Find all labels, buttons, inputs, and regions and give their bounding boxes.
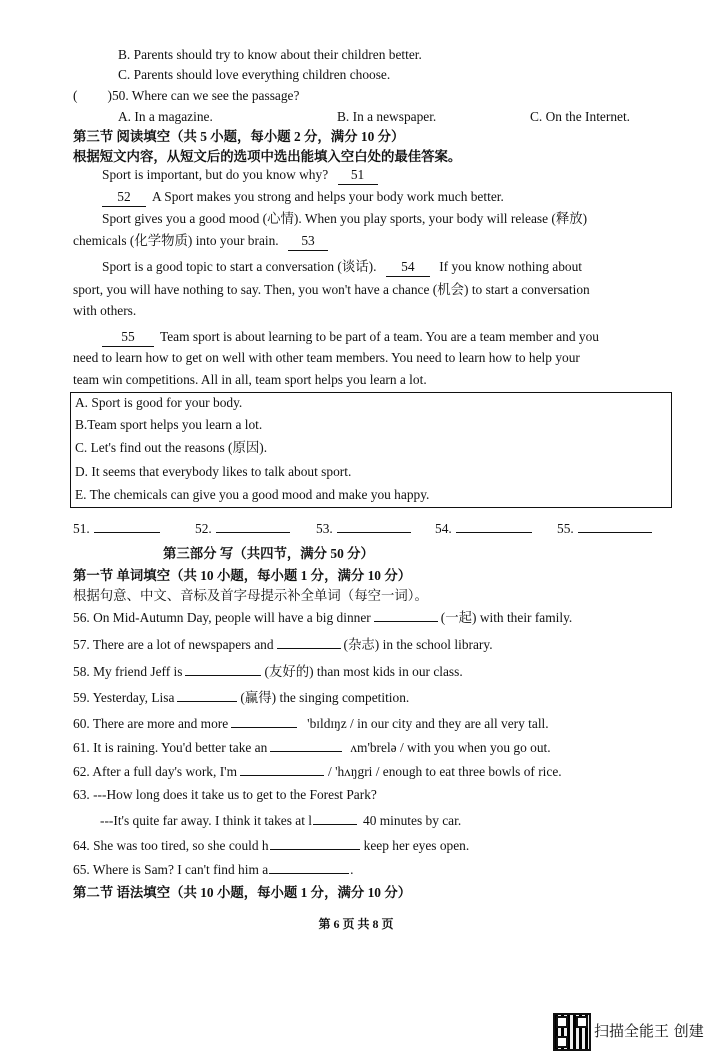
- blank-55: 55: [102, 328, 154, 347]
- q49-option-b: B. Parents should try to know about their children better.: [118, 47, 422, 62]
- options-box: [70, 392, 672, 508]
- q63-blank[interactable]: [313, 811, 357, 825]
- answer-line[interactable]: [578, 519, 652, 533]
- q60: 60. There are more and more 'bɪldɪŋz / in our city and they are all very tall.: [73, 716, 549, 731]
- option-a: A. Sport is good for your body.: [75, 395, 243, 410]
- q50-option-a: A. In a magazine.: [118, 109, 213, 124]
- answer-line[interactable]: [216, 519, 290, 533]
- q49-option-c: C. Parents should love everything children choose.: [118, 67, 391, 82]
- q56: 56. On Mid-Autumn Day, people will have a big dinner (一起) with their family.: [73, 610, 573, 625]
- q64-blank[interactable]: [270, 836, 360, 850]
- q65-blank[interactable]: [269, 860, 349, 874]
- q50-question: [73, 87, 299, 105]
- section3-instruction: 根据短文内容，从短文后的选项中选出能填入空白处的最佳答案。: [73, 149, 462, 164]
- option-b: B.Team sport helps you learn a lot.: [75, 417, 263, 432]
- part3-section2-title: 第二节 语法填空（共 10 小题，每小题 1 分，满分 10 分）: [73, 885, 412, 900]
- q61-blank[interactable]: [270, 738, 342, 752]
- q63-answer: ---It's quite far away. I think it takes at l 40 minutes by car.: [100, 813, 462, 828]
- option-d: D. It seems that everybody likes to talk about sport.: [75, 464, 352, 479]
- q57-blank[interactable]: [277, 635, 341, 649]
- blank-51: 51: [338, 166, 378, 185]
- answer-slot-54[interactable]: 54.: [435, 519, 532, 538]
- answer-paren-open: (: [73, 88, 78, 103]
- part3-section1-title: 第一节 单词填空（共 10 小题，每小题 1 分，满分 10 分）: [73, 568, 412, 583]
- passage-paragraph-4-line-2: sport, you will have nothing to say. Then, you won't have a chance (机会) to start a conversation: [73, 282, 590, 297]
- scanner-watermark: 扫描全能王 创建: [594, 1022, 704, 1040]
- option-c: C. Let's find out the reasons (原因).: [75, 440, 268, 455]
- q58-blank[interactable]: [185, 662, 261, 676]
- answer-slot-51[interactable]: 51.: [73, 519, 160, 538]
- passage-paragraph-1: Sport is important, but do you know why? 51: [102, 166, 378, 185]
- page-number: 第 6 页 共 8 页: [318, 917, 394, 931]
- q58: 58. My friend Jeff is (友好的) than most kids in our class.: [73, 664, 463, 679]
- passage-paragraph-5-line-1: 55 Team sport is about learning to be part of a team. You are a team member and you: [102, 328, 599, 347]
- answer-line[interactable]: [456, 519, 532, 533]
- q50-option-b: B. In a newspaper.: [337, 109, 437, 124]
- q57: 57. There are a lot of newspapers and (杂志) in the school library.: [73, 637, 493, 652]
- blank-52: 52: [102, 188, 146, 207]
- passage-paragraph-5-line-3: team win competitions. All in all, team sport helps you learn a lot.: [73, 372, 427, 387]
- section3-title: 第三节 阅读填空（共 5 小题，每小题 2 分，满分 10 分）: [73, 129, 405, 144]
- q61: 61. It is raining. You'd better take an ʌm'brelə / with you when you go out.: [73, 740, 551, 755]
- answer-paren-close: ): [107, 88, 112, 103]
- q50-stem: 50. Where can we see the passage?: [111, 88, 300, 103]
- answer-line[interactable]: [94, 519, 160, 533]
- q65: 65. Where is Sam? I can't find him a .: [73, 862, 354, 877]
- answer-slot-53[interactable]: 53.: [316, 519, 411, 538]
- passage-paragraph-3-line-2: chemicals (化学物质) into your brain. 53: [73, 232, 328, 251]
- answer-slot-55[interactable]: 55.: [557, 519, 652, 538]
- q62: 62. After a full day's work, I'm / 'hʌŋgri / enough to eat three bowls of rice.: [73, 764, 562, 779]
- part3-section1-instruction: 根据句意、中文、音标及首字母提示补全单词（每空一词）。: [73, 588, 428, 603]
- q59-blank[interactable]: [177, 688, 237, 702]
- passage-paragraph-4-line-1: Sport is a good topic to start a conversation (谈话). 54 If you know nothing about: [102, 258, 582, 277]
- passage-paragraph-4-line-3: with others.: [73, 303, 137, 318]
- blank-53: 53: [288, 232, 328, 251]
- q63-question: 63. ---How long does it take us to get to the Forest Park?: [73, 787, 377, 802]
- q62-blank[interactable]: [240, 762, 324, 776]
- answer-slot-52[interactable]: 52.: [195, 519, 290, 538]
- q64: 64. She was too tired, so she could h keep her eyes open.: [73, 838, 470, 853]
- passage-paragraph-3-line-1: Sport gives you a good mood (心情). When you play sports, your body will release (释放): [102, 211, 588, 226]
- passage-paragraph-2: 52 A Sport makes you strong and helps your body work much better.: [102, 188, 504, 207]
- part3-title: 第三部分 写（共四节，满分 50 分）: [163, 546, 374, 561]
- option-e: E. The chemicals can give you a good mood and make you happy.: [75, 487, 430, 502]
- q50-option-c: C. On the Internet.: [530, 109, 631, 124]
- answer-line[interactable]: [337, 519, 411, 533]
- q60-blank[interactable]: [231, 714, 297, 728]
- q59: 59. Yesterday, Lisa (赢得) the singing competition.: [73, 690, 410, 705]
- q56-blank[interactable]: [374, 608, 438, 622]
- qr-code-icon: [553, 1013, 591, 1051]
- passage-paragraph-5-line-2: need to learn how to get on well with other team members. You need to learn how to help your: [73, 350, 580, 365]
- blank-54: 54: [386, 258, 430, 277]
